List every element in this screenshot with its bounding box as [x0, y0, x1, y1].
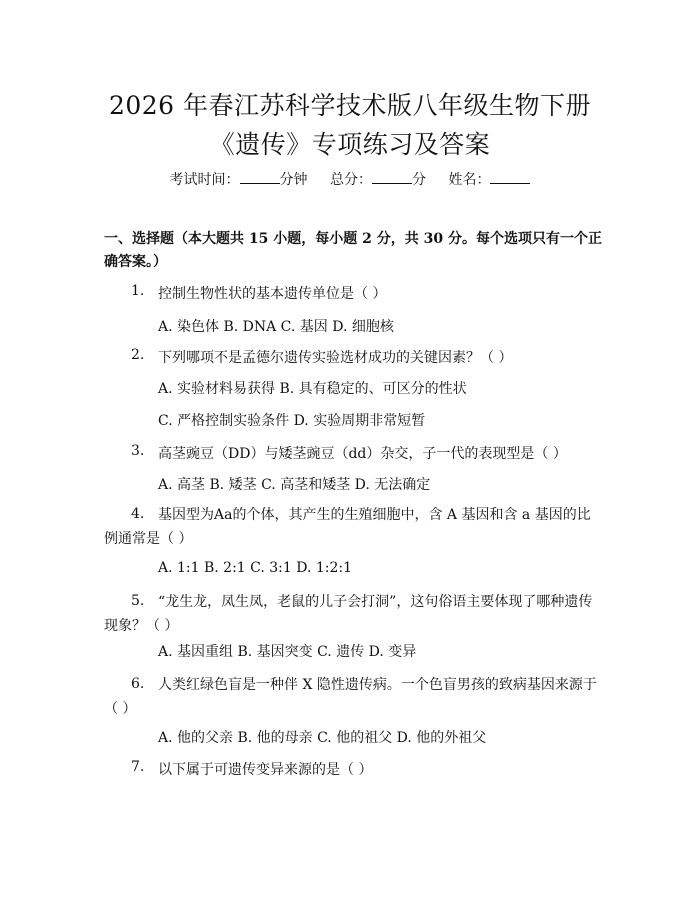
question-number: 2. — [131, 347, 145, 363]
question-number: 6. — [131, 676, 145, 692]
question-options: A. 实验材料易获得 B. 具有稳定的、可区分的性状 — [158, 381, 467, 397]
question-stem: 以下属于可遗传变异来源的是（ ） — [158, 762, 373, 778]
total-score-field — [330, 172, 430, 188]
exam-time-unit: 分钟 — [279, 172, 308, 188]
question-number: 1. — [131, 283, 145, 299]
total-score-blank — [372, 171, 412, 184]
document-title-line2: 《遗传》专项练习及答案 — [209, 130, 491, 159]
exam-info-row — [0, 169, 700, 189]
student-name-label: 姓名： — [448, 172, 491, 188]
question-options: A. 染色体 B. DNA C. 基因 D. 细胞核 — [158, 319, 394, 335]
question-stem: 高茎豌豆（DD）与矮茎豌豆（dd）杂交，子一代的表现型是（ ） — [158, 446, 567, 462]
question-number: 5. — [131, 593, 145, 609]
question-options: C. 严格控制实验条件 D. 实验周期非常短暂 — [158, 413, 426, 429]
student-name-blank — [490, 171, 530, 184]
question-options: A. 1:1 B. 2:1 C. 3:1 D. 1:2:1 — [158, 560, 353, 576]
total-score-label: 总分： — [330, 172, 372, 188]
exam-time-label: 考试时间： — [169, 172, 240, 188]
exam-time-blank — [240, 171, 280, 184]
question-number: 3. — [131, 443, 145, 459]
question-number: 4. — [131, 506, 145, 522]
question-options: A. 基因重组 B. 基因突变 C. 遗传 D. 变异 — [158, 644, 417, 660]
section-heading: 一、选择题（本大题共 15 小题，每小题 2 分，共 30 分。每个选项只有一个正确答案。） — [104, 231, 602, 270]
question-options: A. 他的父亲 B. 他的母亲 C. 他的祖父 D. 他的外祖父 — [158, 730, 487, 746]
student-name-field — [448, 172, 530, 188]
question-stem: 控制生物性状的基本遗传单位是（ ） — [158, 286, 387, 302]
document-title-line1: 2026 年春江苏科学技术版八年级生物下册 — [108, 91, 592, 120]
question-number: 7. — [131, 759, 145, 775]
question-stem: 基因型为Aa的个体，其产生的生殖细胞中，含 A 基因和含 a 基因的比例通常是（ ） — [104, 507, 591, 547]
exam-time-field — [170, 172, 312, 188]
question-stem: “龙生龙，凤生凤，老鼠的儿子会打洞”，这句俗语主要体现了哪种遗传现象？（ ） — [104, 594, 593, 634]
question-options: A. 高茎 B. 矮茎 C. 高茎和矮茎 D. 无法确定 — [158, 477, 431, 493]
question-stem: 人类红绿色盲是一种伴 X 隐性遗传病。一个色盲男孩的致病基因来源于（ ） — [104, 677, 597, 717]
question-stem: 下列哪项不是孟德尔遗传实验选材成功的关键因素？（ ） — [158, 350, 513, 366]
total-score-unit: 分 — [412, 172, 426, 188]
